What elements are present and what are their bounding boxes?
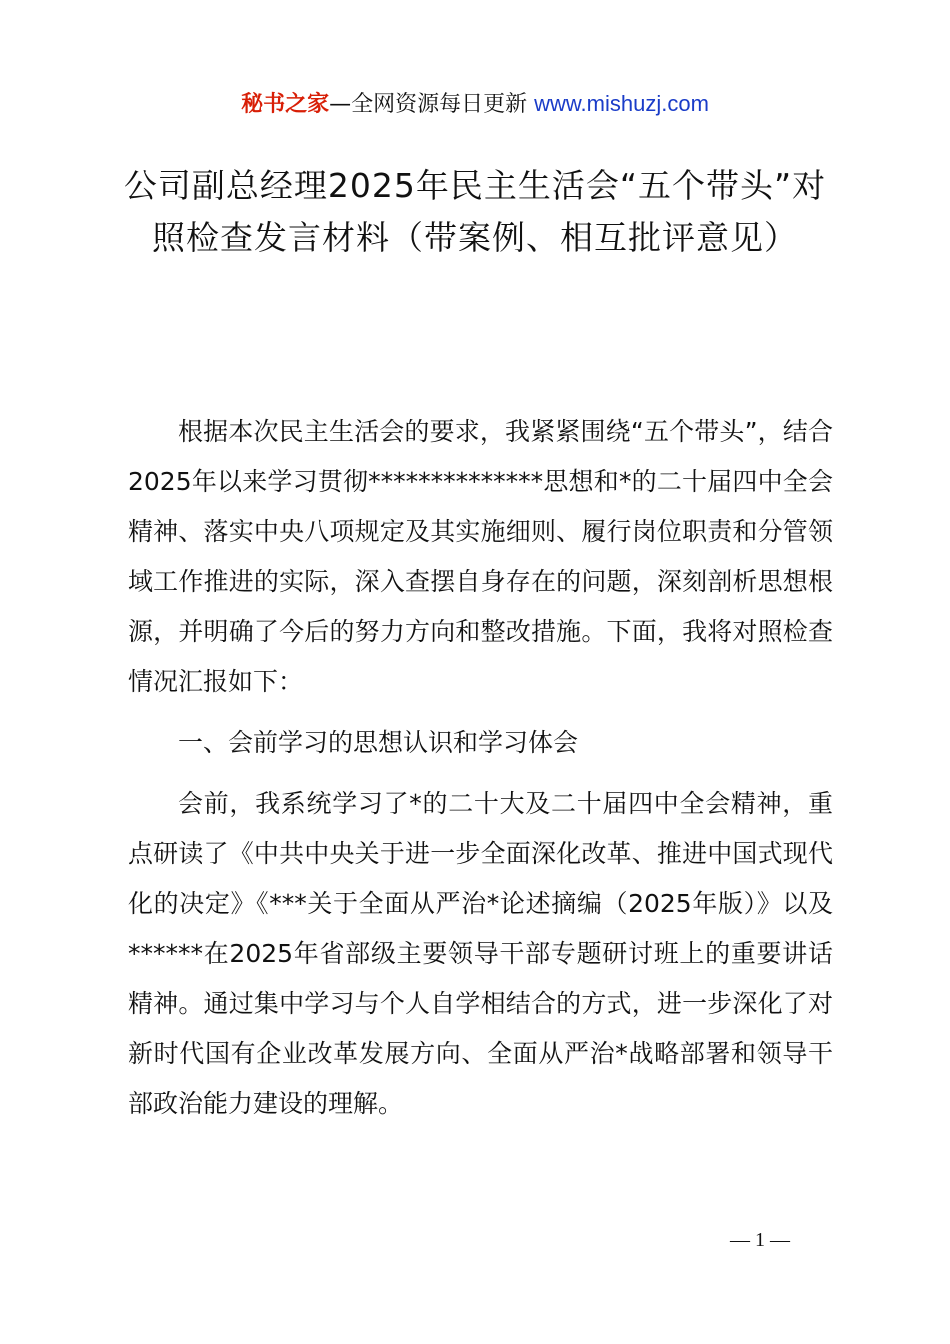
- document-title: 公司副总经理2025年民主生活会“五个带头”对照检查发言材料（带案例、相互批评意见）: [123, 166, 827, 257]
- header-slogan: —全网资源每日更新: [329, 92, 535, 117]
- brand-name: 秘书之家: [241, 92, 330, 117]
- intro-paragraph: 根据本次民主生活会的要求，我紧紧围绕“五个带头”，结合2025年以来学习贯彻**************思想和*的二十届四中全会精神、落实中央八项规定及其实施细则、履行岗位职责和分管领域工作推进的实际，深入查摆自身存在的问题，深刻剖析思想根源，并明确了今后的努力方向和整改措施。下面，我将对照检查情况汇报如下：: [128, 417, 833, 696]
- page-number: — 1 —: [730, 1229, 790, 1251]
- section-heading: 一、会前学习的思想认识和学习体会: [178, 728, 579, 757]
- section-paragraph: 会前，我系统学习了*的二十大及二十届四中全会精神，重点研读了《中共中央关于进一步全面深化改革、推进中国式现代化的决定》《***关于全面从严治*论述摘编（2025年版）》以及******在2025年省部级主要领导干部专题研讨班上的重要讲话精神。通过集中学习与个人自学相结合的方式，进一步深化了对新时代国有企业改革发展方向、全面从严治*战略部署和领导干部政治能力建设的理解。: [128, 789, 833, 1118]
- site-header: [0, 88, 950, 121]
- site-url-link[interactable]: www.mishuzj.com: [534, 91, 709, 116]
- document-body: [128, 407, 833, 1129]
